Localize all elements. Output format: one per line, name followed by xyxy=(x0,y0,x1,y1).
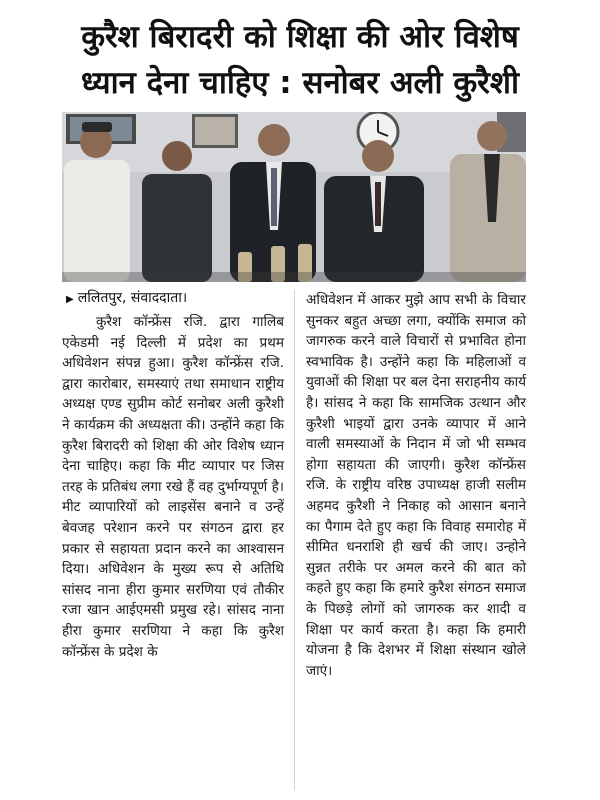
article-right-column: अधिवेशन में आकर मुझे आप सभी के विचार सुनकर बहुत अच्छा लगा, क्योंकि समाज को जागरुक करने वाले विचारों से प्रभावित होना स्वभाविक है। उन्होंने कहा कि महिलाओं व युवाओं की शिक्षा पर बल देना सराहनीय कार्य है। सांसद ने कहा कि सामजिक उत्थान और कुरैशी भाइयों द्वारा उनके व्यापार में आने वाली समस्याओं के निदान में जो भी सम्भव होगा सहायता की जाएगी। कुरैश कॉन्फ्रेंस रजि. के राष्ट्रीय वरिष्ठ उपाध्यक्ष हाजी सलीम अहमद कुरैशी ने निकाह को आसान बनाने का पैगाम देते हुए कहा कि विवाह समारोह में सीमित धनराशि ही खर्च की जाए। उन्होने सुन्नत तरीके पर अमल करने की बात को कहते हुए कहा कि हमारे कुरैश संगठन समाज के पिछड़े लोगों को जागरुक कर शादी व शिक्षा पर कार्य करता है। कहा कि हमारी योजना है कि देशभर में शिक्षा संस्थान खोले जाएं। xyxy=(306,292,526,679)
dateline xyxy=(66,288,286,310)
dateline-text: ललितपुर, संवाददाता। xyxy=(77,290,188,306)
article-left-column: कुरैश कॉन्फ्रेंस रजि. द्वारा गालिब एकेडमी नई दिल्ली में प्रदेश का प्रथम अधिवेशन संपन्न हुआ। कुरैश कॉन्फ्रेंस रजि. द्वारा कारोबार, समस्याएं तथा समाधान राष्ट्रीय अध्यक्ष एण्ड सुप्रीम कोर्ट सनोबर अली कुरैशी ने कार्यक्रम की अध्यक्षता की। उन्होंने कहा कि कुरैश बिरादरी को शिक्षा की ओर विशेष ध्यान देना चाहिए। कहा कि मीट व्यापार पर जिस तरह के प्रतिबंध लगा रखे हैं वह दुर्भाग्यपूर्ण है। मीट व्यापारियों को लाइसेंस बनाने व उन्हें बेवजह परेशान करने पर संगठन द्वारा हर प्रकार से सहायता प्रदान करने का आश्वासन दिया। अधिवेशन के मुख्य रूप से अतिथि सांसद नाना हीरा कुमार सरणिया एवं तौकीर रजा खान आईएमसी प्रमुख रहे। सांसद नाना हीरा कुमार सरणिया ने कहा कि कुरैश कॉन्फ्रेंस के प्रदेश के xyxy=(62,314,284,660)
play-triangle-icon: ▶ xyxy=(66,294,74,305)
group-photo-icon xyxy=(62,112,526,282)
article-photo xyxy=(62,112,526,282)
headline-line-1: कुरैश बिरादरी को शिक्षा की ओर विशेष xyxy=(81,19,519,55)
headline xyxy=(20,14,580,106)
column-divider xyxy=(294,290,295,790)
headline-line-2: ध्यान देना चाहिए : सनोबर अली कुरैशी xyxy=(81,65,519,101)
